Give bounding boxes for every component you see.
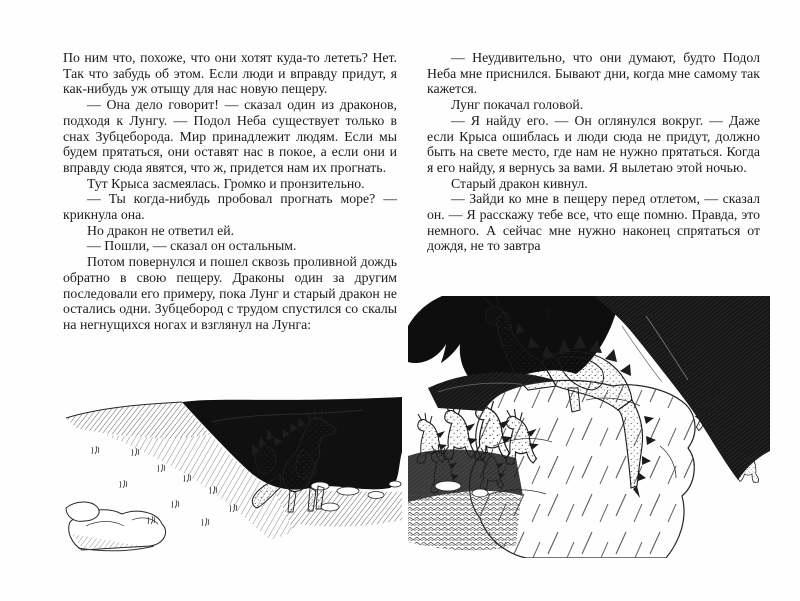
illustration-dragon-on-rock-in-rain — [408, 296, 770, 558]
page-left-text — [63, 50, 397, 333]
paragraph: Потом повернулся и пошел сквозь проливной дождь обратно в свою пещеру. Драконы один за другим последовали его примеру, пока Лунг и старый дракон не остались одни. Зубцебород с трудом спустился со скалы на негнущихся ногах и взглянул на Лунга: — [63, 254, 397, 332]
paragraph: По ним что, похоже, что они хотят куда-то лететь? Нет. Так что забудь об этом. Если люди и вправду придут, я как-нибудь уж отыщу для нас новую пещеру. — [63, 50, 397, 97]
paragraph: — Она дело говорит! — сказал один из драконов, подходя к Лунгу. — Подол Неба существует только в снах Зубцеборода. Мир принадлежит людям. Если мы будем прятаться, они оставят нас в покое, а если они и вправду сюда явятся, что ж, придется нам их прогнать. — [63, 97, 397, 175]
paragraph: — Зайди ко мне в пещеру перед отлетом, — сказал он. — Я расскажу тебе все, что еще помню. Правда, это немного. А сейчас мне нужно наконец спрятаться от дождя, не то завтра — [427, 191, 760, 254]
illustration-dragons-on-slope — [62, 394, 402, 552]
ground — [408, 449, 523, 550]
paragraph: Старый дракон кивнул. — [451, 175, 588, 191]
paragraph: Но дракон не ответил ей. — [87, 222, 235, 238]
boulders — [66, 502, 166, 551]
paragraph: — Пошли, — сказал он остальным. — [87, 238, 297, 254]
paragraph: Тут Крыса засмеялась. Громко и пронзительно. — [87, 175, 365, 191]
page-right-text — [427, 50, 760, 254]
paragraph: Лунг покачал головой. — [451, 97, 584, 113]
paragraph: — Неудивительно, что они думают, будто Подол Неба мне приснился. Бывают дни, когда мне самому так кажется. — [427, 50, 760, 97]
paragraph: — Ты когда-нибудь пробовал прогнать море? — крикнула она. — [63, 191, 397, 223]
paragraph: — Я найду его. — Он оглянулся вокруг. — Даже если Крыса ошиблась и люди сюда не придут, должно быть на свете место, где нам не нужно прятаться. Когда я его найду, я вернусь за вами. Я вылетаю этой ночью. — [427, 112, 760, 175]
